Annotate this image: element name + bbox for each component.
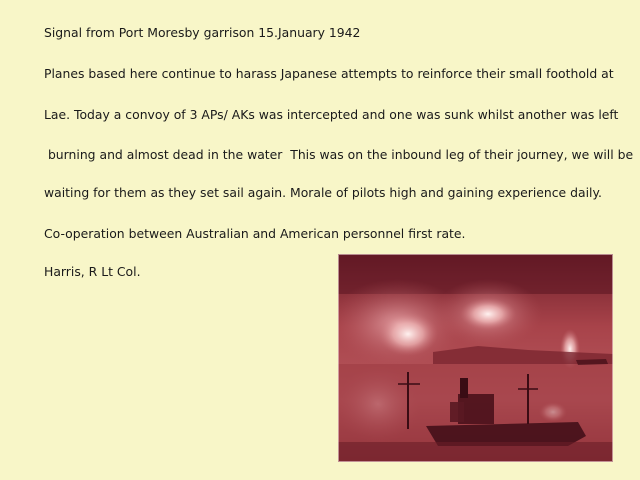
signal-line-3: burning and almost dead in the water This was on the inbound leg of their journey, we will be	[44, 147, 634, 162]
signal-line-5: Co-operation between Australian and American personnel first rate.	[44, 226, 466, 241]
burning-ship-photo	[338, 254, 613, 462]
signal-line-1: Planes based here continue to harass Japanese attempts to reinforce their small foothold at	[44, 66, 614, 81]
signal-signature: Harris, R Lt Col.	[44, 264, 141, 279]
signal-heading: Signal from Port Moresby garrison 15.January 1942	[44, 25, 361, 40]
signal-line-4: waiting for them as they set sail again. Morale of pilots high and gaining experience daily.	[44, 185, 602, 200]
signal-line-2: Lae. Today a convoy of 3 APs/ AKs was intercepted and one was sunk whilst another was left	[44, 107, 619, 122]
